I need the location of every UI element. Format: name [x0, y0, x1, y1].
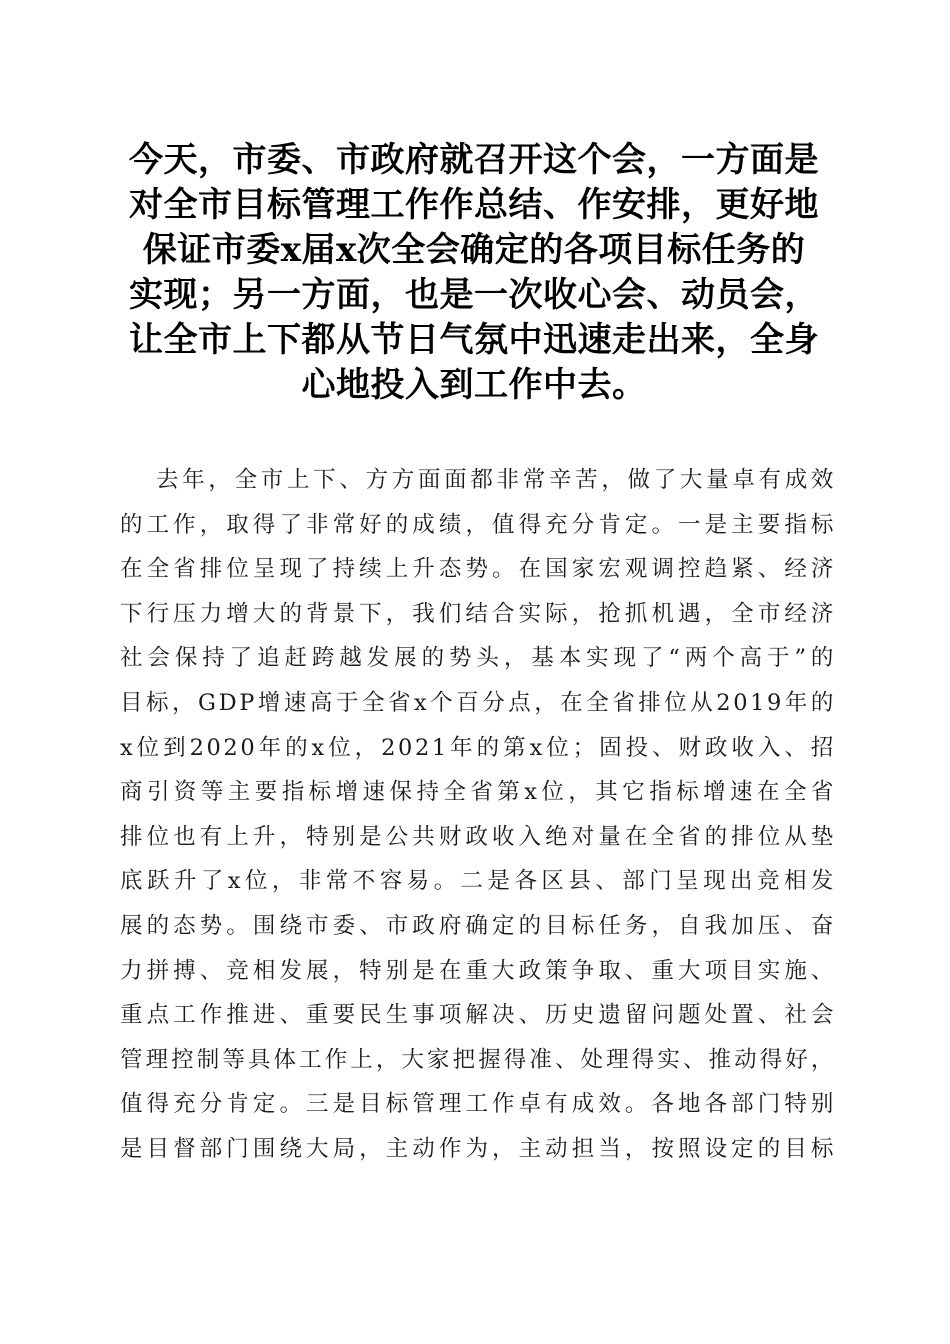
title-line: 今天，市委、市政府就召开这个会，一方面是 [129, 140, 819, 180]
body-line: 是目督部门围绕大局，主动作为，主动担当，按照设定的目标 [120, 1135, 836, 1162]
body-line: 目标，GDP增速高于全省x个百分点，在全省排位从2019年的 [120, 689, 836, 716]
body-line: x位到2020年的x位，2021年的第x位；固投、财政收入、招 [120, 734, 836, 761]
title-line: 保证市委x届x次全会确定的各项目标任务的 [142, 230, 806, 270]
document-title [118, 138, 830, 408]
body-line: 展的态势。围绕市委、市政府确定的目标任务，自我加压、奋 [120, 912, 836, 939]
title-line: 对全市目标管理工作作总结、作安排，更好地 [129, 185, 819, 225]
body-line: 的工作，取得了非常好的成绩，值得充分肯定。一是主要指标 [120, 511, 836, 538]
body-line: 去年，全市上下、方方面面都非常辛苦，做了大量卓有成效 [156, 467, 836, 493]
body-line: 管理控制等具体工作上，大家把握得准、处理得实、推动得好， [120, 1046, 836, 1073]
body-line: 在全省排位呈现了持续上升态势。在国家宏观调控趋紧、经济 [120, 556, 836, 583]
body-line: 力拼搏、竞相发展，特别是在重大政策争取、重大项目实施、 [120, 957, 836, 984]
body-line: 社会保持了追赶跨越发展的势头，基本实现了“两个高于”的 [120, 645, 836, 672]
title-line: 实现；另一方面，也是一次收心会、动员会， [129, 275, 819, 315]
body-line: 下行压力增大的背景下，我们结合实际，抢抓机遇，全市经济 [120, 600, 836, 627]
body-line: 值得充分肯定。三是目标管理工作卓有成效。各地各部门特别 [120, 1091, 836, 1118]
body-line: 重点工作推进、重要民生事项解决、历史遗留问题处置、社会 [120, 1002, 836, 1029]
title-line: 让全市上下都从节日气氛中迅速走出来，全身 [129, 320, 819, 360]
title-line: 心地投入到工作中去。 [301, 365, 647, 405]
body-line: 底跃升了x位，非常不容易。二是各区县、部门呈现出竞相发 [120, 868, 836, 895]
body-line: 商引资等主要指标增速保持全省第x位，其它指标增速在全省 [120, 779, 836, 806]
body-paragraph [120, 458, 836, 1172]
body-line: 排位也有上升，特别是公共财政收入绝对量在全省的排位从垫 [120, 823, 836, 850]
